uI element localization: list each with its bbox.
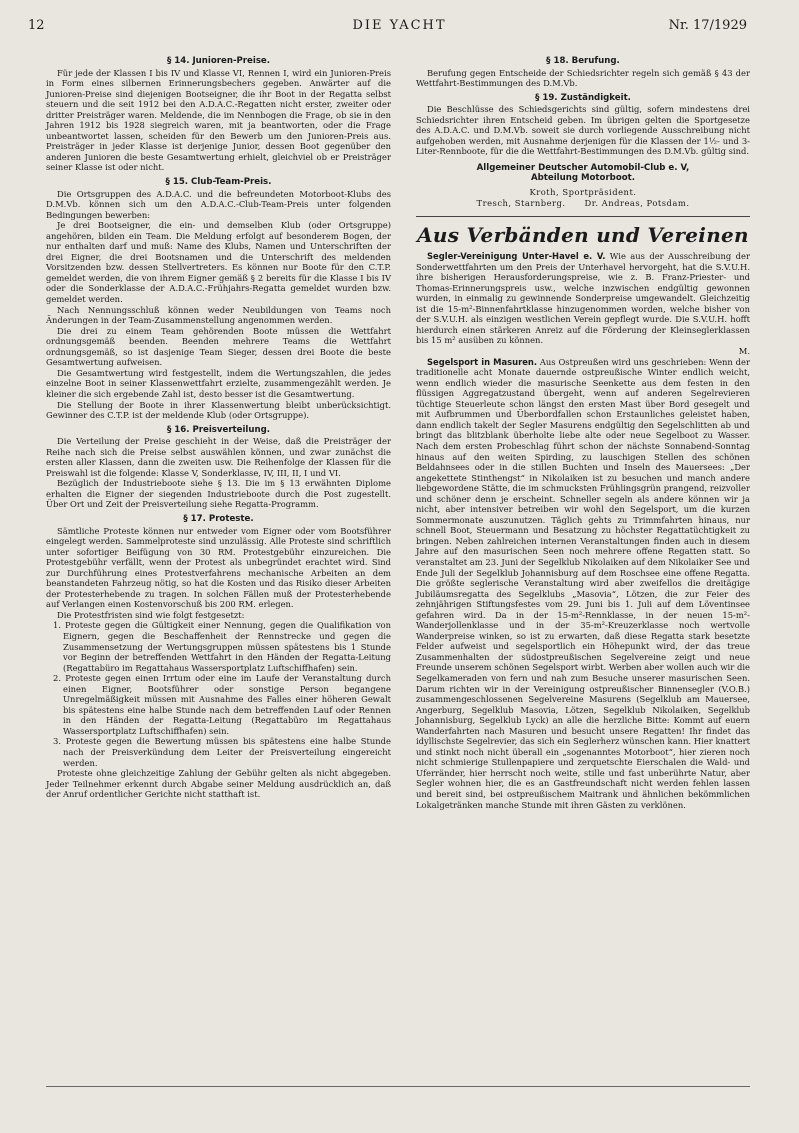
section-heading: § 15. Club-Team-Preis. — [165, 177, 272, 188]
news-item-unterhavel — [416, 251, 750, 346]
list-item: 2. Proteste gegen einen Irrtum oder eine im Laufe der Veranstaltung durch einen Eigner, Bootsführer oder sonstige Person begangene Unregelmäßigkeit müssen mit Ausnahme des Falles einer höheren Gewalt bis spätestens eine halbe Stunde nach dem betreffenden Lauf oder Rennen in den Händen der Regatta-Leitung (Regattabüro im Regattahaus Wassersportplatz Luftschiffhafen) sein. — [53, 673, 391, 736]
signature-line: Kroth, Sportpräsident. — [529, 187, 637, 198]
paragraph: Die Protestfristen sind wie folgt festgesetzt: — [57, 609, 245, 620]
news-item-lead: Segler-Vereinigung Unter-Havel e. V. — [427, 251, 606, 262]
journal-title: DIE YACHT — [352, 18, 447, 33]
bottom-rule — [46, 1086, 750, 1087]
section-divider — [416, 216, 750, 217]
paragraph: Die Verteilung der Preise geschieht in der Weise, daß die Preisträger der Reihe nach sich die Preise selbst auswählen können, und zwar zunächst die ersten aller Klassen, dann die zweiten usw. Die Reihenfolge der Klassen für die Preiswahl ist die folgende: Klasse V, Sonderklasse, IV, III, II, I und VI. — [46, 436, 391, 478]
list-item: 3. Proteste gegen die Bewertung müssen bis spätestens eine halbe Stunde nach der Preisverkündung dem Leiter der Preisverteilung eingereicht werden. — [53, 736, 391, 768]
paragraph: Proteste ohne gleichzeitige Zahlung der Gebühr gelten als nicht abgegeben. Jeder Teilnehmer erkennt durch Abgabe seiner Meldung ausdrücklich an, daß der Anruf ordentlicher Gerichte nicht statthaft ist. — [46, 768, 391, 800]
left-column — [46, 52, 391, 800]
right-column — [416, 52, 750, 810]
organization-name: Allgemeiner Deutscher Automobil-Club e. V, — [476, 162, 690, 173]
paragraph: Bezüglich der Industrieboote siehe § 13. Die im § 13 erwähnten Diplome erhalten die Eigner der siegenden Industrieboote durch die Post zugestellt. Über Ort und Zeit der Preisverteilung siehe Regatta-Programm. — [46, 478, 391, 510]
signature-line: Tresch, Starnberg. Dr. Andreas, Potsdam. — [476, 197, 690, 208]
author-initial: M. — [738, 346, 750, 357]
paragraph: Je drei Bootseigner, die ein- und demselben Klub (oder Ortsgruppe) angehören, bilden ein Team. Die Meldung erfolgt auf besonderem Bogen, der nur enthalten darf und muß: Name des Klubs, Namen und Unterschriften der drei Eigner, die drei Bootsnamen und die Unterschrift des meldenden Vorsitzenden bzw. dessen Stellvertreters. Es können nur Boote für den C.T.P. gemeldet werden, die von ihrem Eigner gemäß § 2 bereits für die Klasse I bis IV oder die Sonderklasse der A.D.A.C.-Frühjahrs-Regatta gemeldet wurden bzw. gemeldet werden. — [46, 220, 391, 305]
page-number: 12 — [28, 18, 45, 33]
paragraph: Für jede der Klassen I bis IV und Klasse VI, Rennen I, wird ein Junioren-Preis in Form eines silbernen Erinnerungsbechers gegeben. Anwärter auf die Junioren-Preise sind diejenigen Bootseigner, die ihr Boot in der Regatta selbst steuern und die seit 1912 bei den A.D.A.C.-Regatten nicht erster, zweiter oder dritter Preisträger waren. Meldende, die im Nennbogen die Frage, ob sie in den Jahren 1912 bis 1928 siegreich waren, mit ja beantworten, oder die Frage unbeantwortet lassen, scheiden für den Bewerb um den Junioren-Preis aus. Preisträger in jeder Klasse ist derjenige Junior, dessen Boot gegenüber den anderen Junioren die beste Gesamtwertung erhielt, gleichviel ob er Preisträger seiner Klasse ist oder nicht. — [46, 67, 391, 173]
section-heading: § 17. Proteste. — [183, 513, 254, 524]
paragraph: Nach Nennungsschluß können weder Neubildungen von Teams noch Änderungen in der Team-Zusammenstellung angenommen werden. — [46, 304, 391, 326]
news-item-text: Aus Ostpreußen wird uns geschrieben: Wenn der traditionelle acht Monate dauernde ostpreußische Winter endlich weicht, wenn endlich wieder die masurische Seenkette aus dem festen in den flüssigen Aggregatzustand übergeht, wenn auf anderen Segelrevieren tüchtige Steuerleute schon längst den ersten Mast über Bord gesegelt und mit Aufbrummen und Überbordfallen schon Erstaunliches geleistet haben, dann endlich takelt der Segler Masurens endgültig den Segelschlitten ab und bringt das blitzblank überholte liebe alte oder neue Segelboot zu Wasser. Nach dem ersten Probeschlag führt schon der nächste Sonnabend-Sonntag hinaus auf den weiten Spirding, zu lauschigen Stellen des schönen Beldahnsees oder in die stillen Buchten und Inseln des Mauersees: „Der angekettete Stinthengst“ in Nikolaiken ist zu besuchen und manch andere liebgewordene Stätte, die im schmucksten Frühlingsgrün prangend, reizvoller und schöner denn je erscheint. Schneller segeln als andere können wir ja nicht, aber intensiver betreiben wir wohl den Segelsport, um die kurzen Sommermonate auszunutzen. Täglich gehts zu Trimmfahrten hinaus, nur schnell Boot, Steuermann und Besatzung zu höchster Regattatüchtigkeit zu bringen. Neben zahlreichen internen Veranstaltungen finden auch in diesem Jahre auf den masurischen Seen noch mehrere offene Regatten statt. So veranstaltet am 23. Juni der Segelklub Nikolaiken auf dem Nikolaiker See und Ende Juli der Segelklub Johannisburg auf dem Roschsee eine offene Regatta. Die größte seglerische Veranstaltung wird aber zweifellos die dreitägige Jubiläumsregatta des Segelklubs „Masovia“, Lötzen, die zur Feier des zehnjährigen Stiftungsfestes vom 29. Juni bis 1. Juli auf dem Löventinsee gefahren wird. Da in der 15-m²-Rennklasse, in der neuen 15-m²-Wanderjollenklasse und in der 35-m²-Kreuzerklasse noch wertvolle Wanderpreise winken, so ist zu erwarten, daß diese Regatta stark besetzte Felder aufweist und segelsportlich ein Höhepunkt wird, der das treue Zusammenhalten der südostpreußischen Segelvereine zeigt und neue Freunde unserem schönen Segelsport wirbt. Werben aber wollen auch wir die Segelkameraden von fern und nah zum Besuche unserer masurischen Seen. Darum richten wir in der Vereinigung ostpreußischer Binnensegler (V.O.B.) zusammengeschlossenen Segelvereine Masurens (Segelklub am Mauersee, Angerburg, Segelklub Masovia, Lötzen, Segelklub Nikolaiken, Segelklub Johannisburg, Segelklub Lyck) an alle die herzliche Bitte: Kommt auf euern Wanderfahrten nach Masuren und besucht unsere Regatten! Ihr findet das idyllischste Segelrevier, das sich ein Seglerherz wünschen kann. Hier knattert und stinkt noch nicht überall ein „sogenanntes Motorboot“, hier zieren noch nicht schmierige Stullenpapiere und zerquetschte Eierschalen die Wald- und Uferränder, hier herrscht noch weite, stille und fast unberührte Natur, aber Segler wohnen hier, die es an Gastfreundschaft nicht werden fehlen lassen und bereit sind, bei ostpreußischem Maitrank und ähnlichen bekömmlichen Lokalgetränken manche Stunde mit ihren Gästen zu verklönen. — [416, 356, 750, 810]
paragraph: Die Ortsgruppen des A.D.A.C. und die befreundeten Motorboot-Klubs des D.M.Vb. können sich um den A.D.A.C.-Club-Team-Preis unter folgenden Bedingungen bewerben: — [46, 188, 391, 220]
news-item-text: Wie aus der Ausschreibung der Sonderwettfahrten um den Preis der Unterhavel hervorgeht, hat die S.V.U.H. ihre bisherigen Herausforderungspreise, wie z. B. Franz-Priester- und Thomas-Erinnerungspreis usw., welche inzwischen endgültig gewonnen wurden, in einmalig zu gewinnende Sonderpreise umgewandelt. Gleichzeitig ist die 15-m²-Binnenfahrtklasse hinzugenommen worden, welche bisher von der S.V.U.H. als einzigen westlichen Verein gepflegt wurde. Die S.V.U.H. hofft hierdurch einen stärkeren Anreiz auf die Förderung der Kleinseglerklassen bis 15 m² ausüben zu können. — [416, 251, 750, 346]
section-heading: § 14. Junioren-Preise. — [166, 56, 271, 66]
paragraph: Die Beschlüsse des Schiedsgerichts sind gültig, sofern mindestens drei Schiedsrichter ihren Entscheid geben. Im übrigen gelten die Sportgesetze des A.D.A.C. und D.M.Vb. soweit sie durch vorliegende Ausschreibung nicht aufgehoben werden, mit Ausnahme derjenigen für die Klassen der 1½- und 3-Liter-Rennboote, für die die Wettfahrt-Bestimmungen des D.M.Vb. gültig sind. — [416, 104, 750, 157]
organization-department: Abteilung Motorboot. — [530, 173, 636, 184]
section-heading: § 16. Preisverteilung. — [166, 424, 271, 435]
paragraph: Sämtliche Proteste können nur entweder vom Eigner oder vom Bootsführer eingelegt werden. Sammelproteste sind unzulässig. Alle Proteste sind schriftlich unter sofortiger Beifügung von 30 RM. Protestgebühr einzureichen. Die Protestgebühr verfällt, wenn der Protest als unbegründet erachtet wird. Sind zur Durchführung eines Protestverfahrens mechanische Arbeiten an dem beanstandeten Fahrzeug nötig, so hat die Kosten und das Risiko dieser Arbeiten der Protesterhebende zu tragen. In solchen Fällen muß der Protesterhebende auf Verlangen einen Kostenvorschuß bis 200 RM. erlegen. — [46, 525, 391, 610]
paragraph: Die Stellung der Boote in ihrer Klassenwertung bleibt unberücksichtigt. Gewinner des C.T.P. ist der meldende Klub (oder Ortsgruppe). — [46, 399, 391, 421]
section-heading: § 18. Berufung. — [546, 56, 620, 66]
issue-number: Nr. 17/1929 — [668, 18, 747, 33]
list-item: 1. Proteste gegen die Gültigkeit einer Nennung, gegen die Qualifikation von Eignern, gegen die Beschaffenheit der Rennstrecke und gegen die Zusammensetzung der Wertungsgruppen müssen spätestens bis 1 Stunde vor Beginn der betreffenden Wettfahrt in den Händen der Regatta-Leitung (Regattabüro im Regattahaus Wassersportplatz Luftschiffhafen) sein. — [53, 620, 391, 673]
paragraph: Die drei zu einem Team gehörenden Boote müssen die Wettfahrt ordnungsgemäß beenden. Beenden mehrere Teams die Wettfahrt ordnungsgemäß, so ist dasjenige Team Sieger, dessen drei Boote die beste Gesamtwertung aufweisen. — [46, 325, 391, 368]
paragraph: Berufung gegen Entscheide der Schiedsrichter regeln sich gemäß § 43 der Wettfahrt-Bestimmungen des D.M.Vb. — [416, 67, 750, 89]
news-item-masuren — [416, 357, 750, 811]
section-heading: § 19. Zuständigkeit. — [535, 92, 631, 103]
news-headline: Aus Verbänden und Vereinen — [417, 223, 749, 248]
news-item-lead: Segelsport in Masuren. — [427, 356, 538, 367]
paragraph: Die Gesamtwertung wird festgestellt, indem die Wertungszahlen, die jedes einzelne Boot in seiner Klassenwettfahrt erzielte, zusammengezählt werden. Je kleiner die sich ergebende Zahl ist, desto besser ist die Gesamtwertung. — [46, 367, 391, 399]
